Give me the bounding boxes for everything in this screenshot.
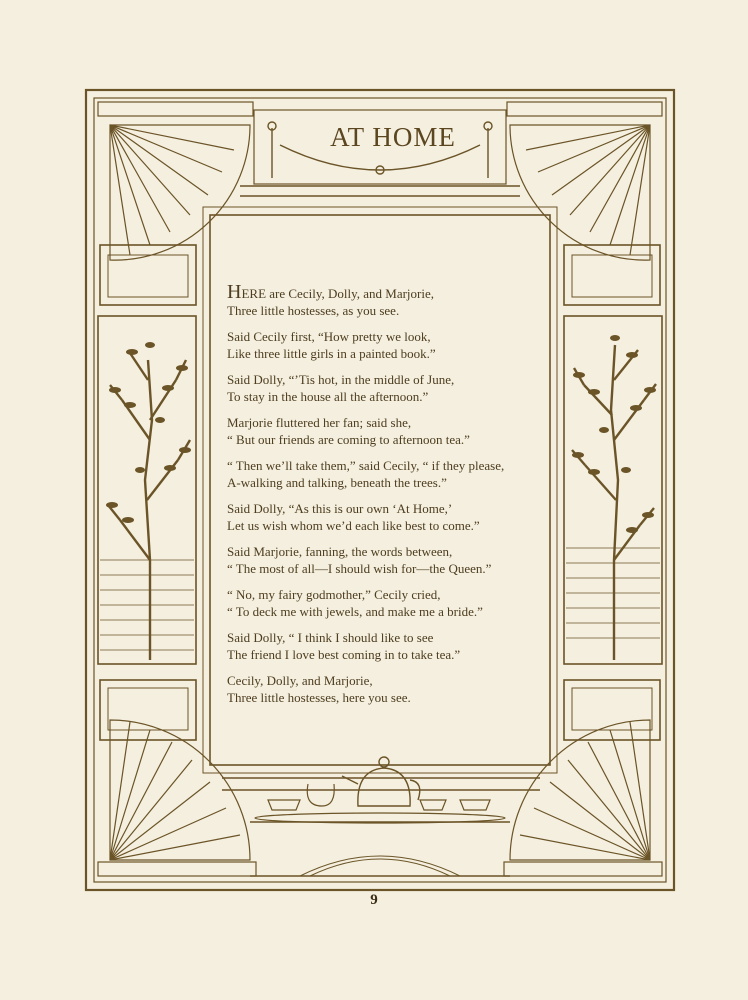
- brick-wall-left: [100, 560, 194, 650]
- poem-line: A-walking and talking, beneath the trees.”: [227, 475, 447, 490]
- tree-icon: [108, 350, 190, 660]
- page-number: 9: [370, 892, 378, 908]
- poem-stanza: [227, 500, 552, 534]
- poem-stanza: [227, 629, 552, 663]
- poem-line: “ But our friends are coming to afternoon tea.”: [227, 432, 470, 447]
- poem-line: “ The most of all—I should wish for—the Queen.”: [227, 561, 492, 576]
- poem-line: “ Then we’ll take them,” said Cecily, “ if they please,: [227, 458, 505, 473]
- poem-line: Three little hostesses, here you see.: [227, 690, 411, 705]
- poem-line: “ To deck me with jewels, and make me a bride.”: [227, 604, 483, 619]
- poem-line: To stay in the house all the afternoon.”: [227, 389, 429, 404]
- poem-line: Said Cecily first, “How pretty we look,: [227, 329, 431, 344]
- poem-stanza: [227, 672, 552, 706]
- poem-line: Said Dolly, “As this is our own ‘At Home,’: [227, 501, 453, 516]
- fan-icon: [98, 720, 256, 876]
- poem-stanza: [227, 328, 552, 362]
- poem-stanza: [227, 371, 552, 405]
- fan-icon: [504, 720, 662, 876]
- poem-stanza: [227, 543, 552, 577]
- poem-line: “ No, my fairy godmother,” Cecily cried,: [227, 587, 441, 602]
- drop-cap: H: [227, 281, 242, 303]
- poem-line: Said Dolly, “ I think I should like to see: [227, 630, 434, 645]
- poem-line: Let us wish whom we’d each like best to come.”: [227, 518, 480, 533]
- first-line-rest: are Cecily, Dolly, and Marjorie,: [266, 286, 434, 301]
- poem-stanza: [227, 281, 552, 319]
- fan-icon: [507, 102, 662, 260]
- poem-line: Said Dolly, “’Tis hot, in the middle of June,: [227, 372, 455, 387]
- fan-icon: [98, 102, 253, 260]
- poem-line: The friend I love best coming in to take tea.”: [227, 647, 461, 662]
- poem-text: [227, 281, 552, 715]
- tree-icon: [572, 345, 656, 660]
- poem-stanza: [227, 457, 552, 491]
- poem-stanza: [227, 586, 552, 620]
- poem-line: Like three little girls in a painted book.”: [227, 346, 436, 361]
- page-title: AT HOME: [330, 122, 456, 152]
- bottom-arch: [300, 856, 460, 876]
- poem-line: Said Marjorie, fanning, the words between,: [227, 544, 453, 559]
- first-word-rest: ERE: [241, 286, 267, 301]
- poem-stanza: [227, 414, 552, 448]
- poem-line: [227, 281, 552, 303]
- poem-line: Three little hostesses, as you see.: [227, 303, 400, 318]
- poem-line: Cecily, Dolly, and Marjorie,: [227, 673, 373, 688]
- poem-line: Marjorie fluttered her fan; said she,: [227, 415, 412, 430]
